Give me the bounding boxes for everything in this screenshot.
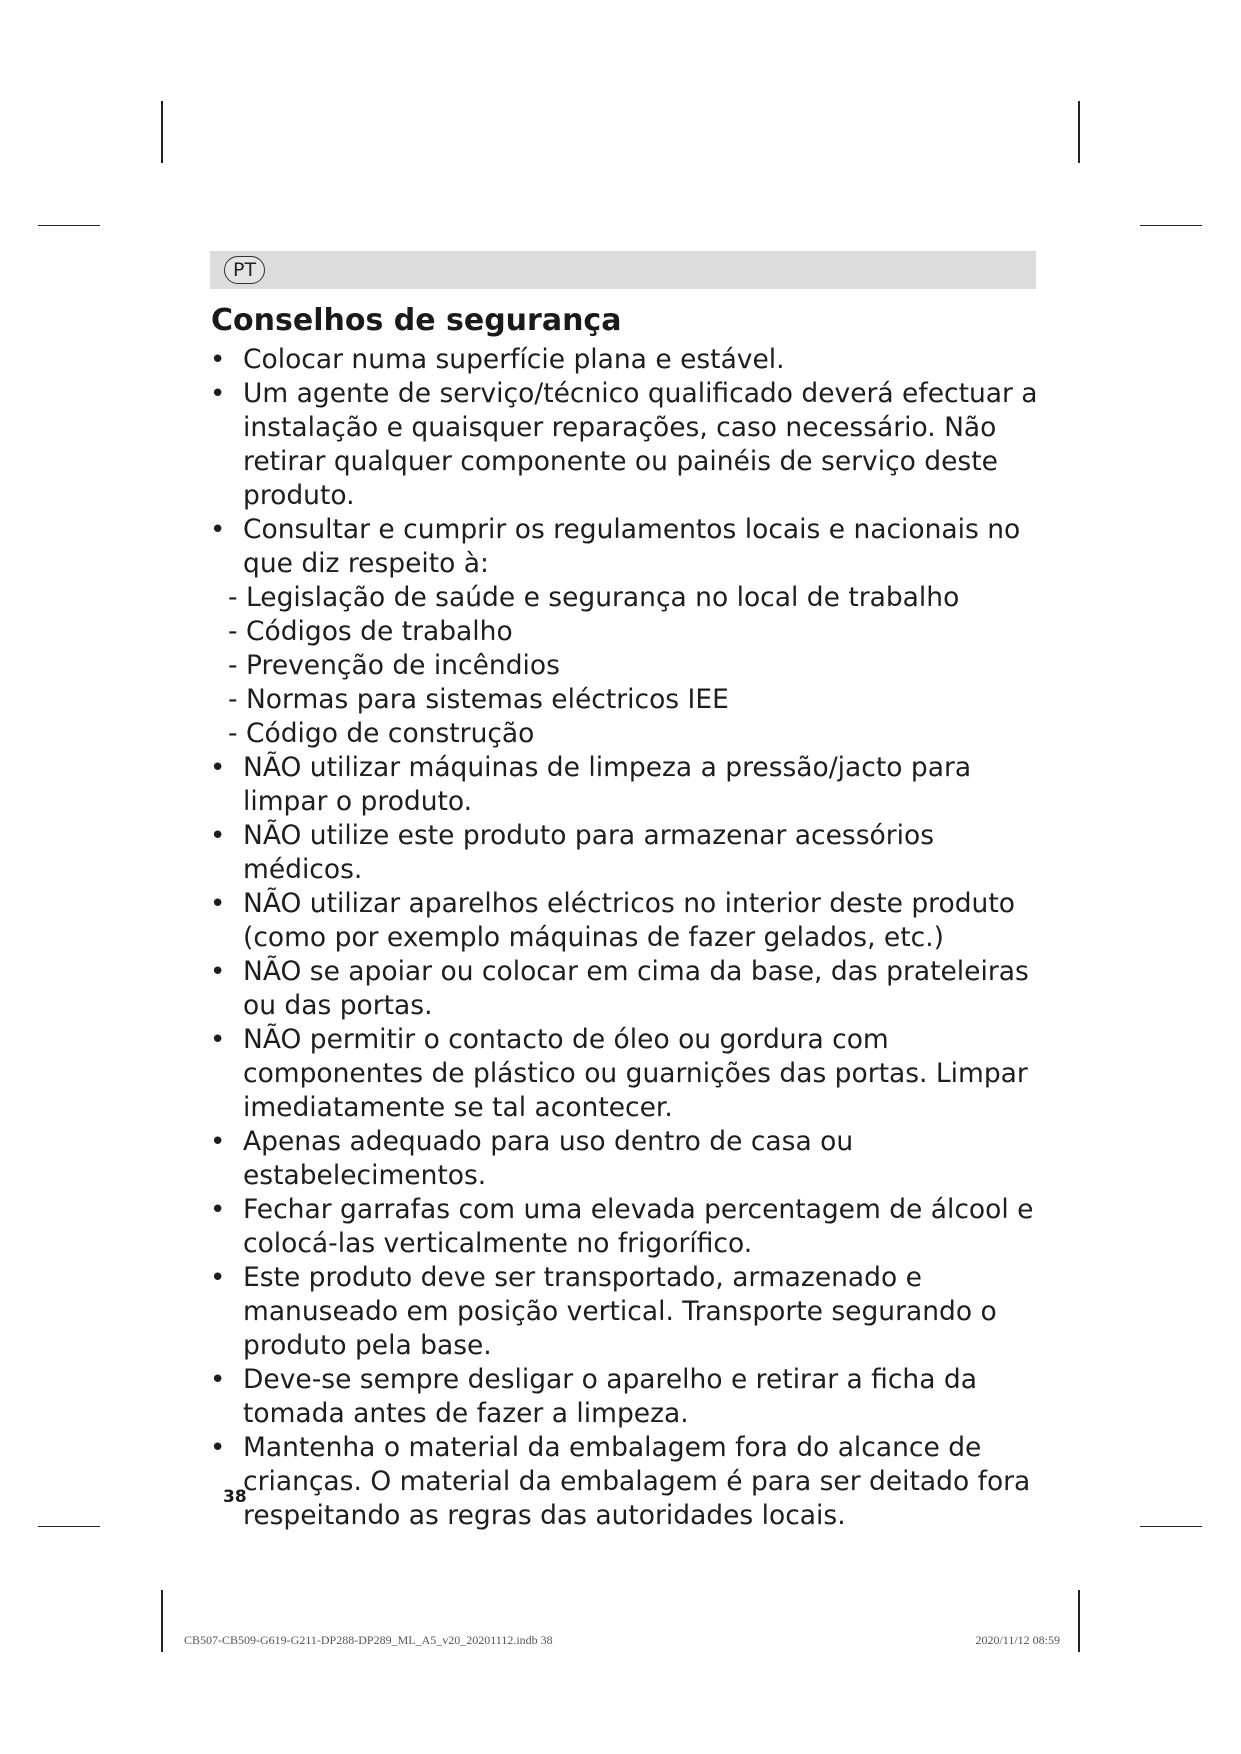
language-badge: PT (224, 256, 265, 284)
list-item (210, 1261, 1050, 1363)
sub-list-item: - Prevenção de incêndios (228, 650, 560, 681)
list-item (210, 513, 1050, 581)
list-item (210, 377, 1050, 513)
sub-list-item: - Legislação de saúde e segurança no local de trabalho (228, 582, 960, 613)
list-item (210, 751, 1050, 819)
list-item-text: Deve-se sempre desligar o aparelho e retirar a ficha da tomada antes de fazer a limpeza. (243, 1364, 977, 1429)
bullet-list (210, 343, 1050, 1533)
safety-advice-list (210, 343, 1050, 1533)
list-item-text: Mantenha o material da embalagem fora do alcance de crianças. O material da embalagem é para ser deitado fora respeitando as regras das autoridades locais. (243, 1432, 1031, 1531)
sub-list-item: - Normas para sistemas eléctricos IEE (228, 684, 729, 715)
list-item (210, 887, 1050, 955)
list-item (210, 1125, 1050, 1193)
sub-list-item: - Código de construção (228, 718, 535, 749)
list-item-text: NÃO utilizar máquinas de limpeza a pressão/jacto para limpar o produto. (243, 752, 972, 817)
list-item (210, 1363, 1050, 1431)
crop-mark (161, 101, 163, 163)
list-item (210, 1023, 1050, 1125)
list-item-text: Fechar garrafas com uma elevada percentagem de álcool e colocá-las verticalmente no frigorífico. (243, 1194, 1034, 1259)
list-item-text: NÃO permitir o contacto de óleo ou gordura com componentes de plástico ou guarnições das portas. Limpar imediatamente se tal acontecer. (243, 1024, 1028, 1123)
list-item-text: NÃO se apoiar ou colocar em cima da base, das prateleiras ou das portas. (243, 956, 1029, 1021)
list-item-text: NÃO utilizar aparelhos eléctricos no interior deste produto (como por exemplo máquinas de fazer gelados, etc.) (243, 888, 1015, 953)
list-item-text: Apenas adequado para uso dentro de casa ou estabelecimentos. (243, 1126, 854, 1191)
list-item (210, 1193, 1050, 1261)
list-item (210, 343, 1050, 377)
page-number: 38 (223, 1487, 247, 1507)
list-item (210, 955, 1050, 1023)
crop-mark (161, 1590, 163, 1652)
list-item (210, 819, 1050, 887)
crop-mark (1078, 101, 1080, 163)
list-item-text: Um agente de serviço/técnico qualificado deverá efectuar a instalação e quaisquer reparações, caso necessário. Não retirar qualquer componente ou painéis de serviço deste produto. (243, 378, 1038, 511)
list-item-text: Este produto deve ser transportado, armazenado e manuseado em posição vertical. Transporte segurando o produto pela base. (243, 1262, 997, 1361)
print-file-info: CB507-CB509-G619-G211-DP288-DP289_ML_A5_v20_20201112.indb 38 (184, 1633, 553, 1647)
crop-mark (1140, 1526, 1202, 1527)
crop-mark (1140, 225, 1202, 226)
crop-mark (38, 1526, 100, 1527)
list-item-text: NÃO utilize este produto para armazenar acessórios médicos. (243, 820, 935, 885)
section-title: Conselhos de segurança (211, 303, 622, 338)
print-timestamp: 2020/11/12 08:59 (975, 1633, 1060, 1647)
list-item (210, 1431, 1050, 1533)
list-item-text: Colocar numa superfície plana e estável. (243, 344, 785, 375)
crop-mark (38, 225, 100, 226)
sub-list-item: - Códigos de trabalho (228, 616, 513, 647)
language-header-bar (210, 251, 1036, 289)
crop-mark (1078, 1590, 1080, 1652)
list-item-text: Consultar e cumprir os regulamentos locais e nacionais no que diz respeito à: (243, 514, 1021, 579)
